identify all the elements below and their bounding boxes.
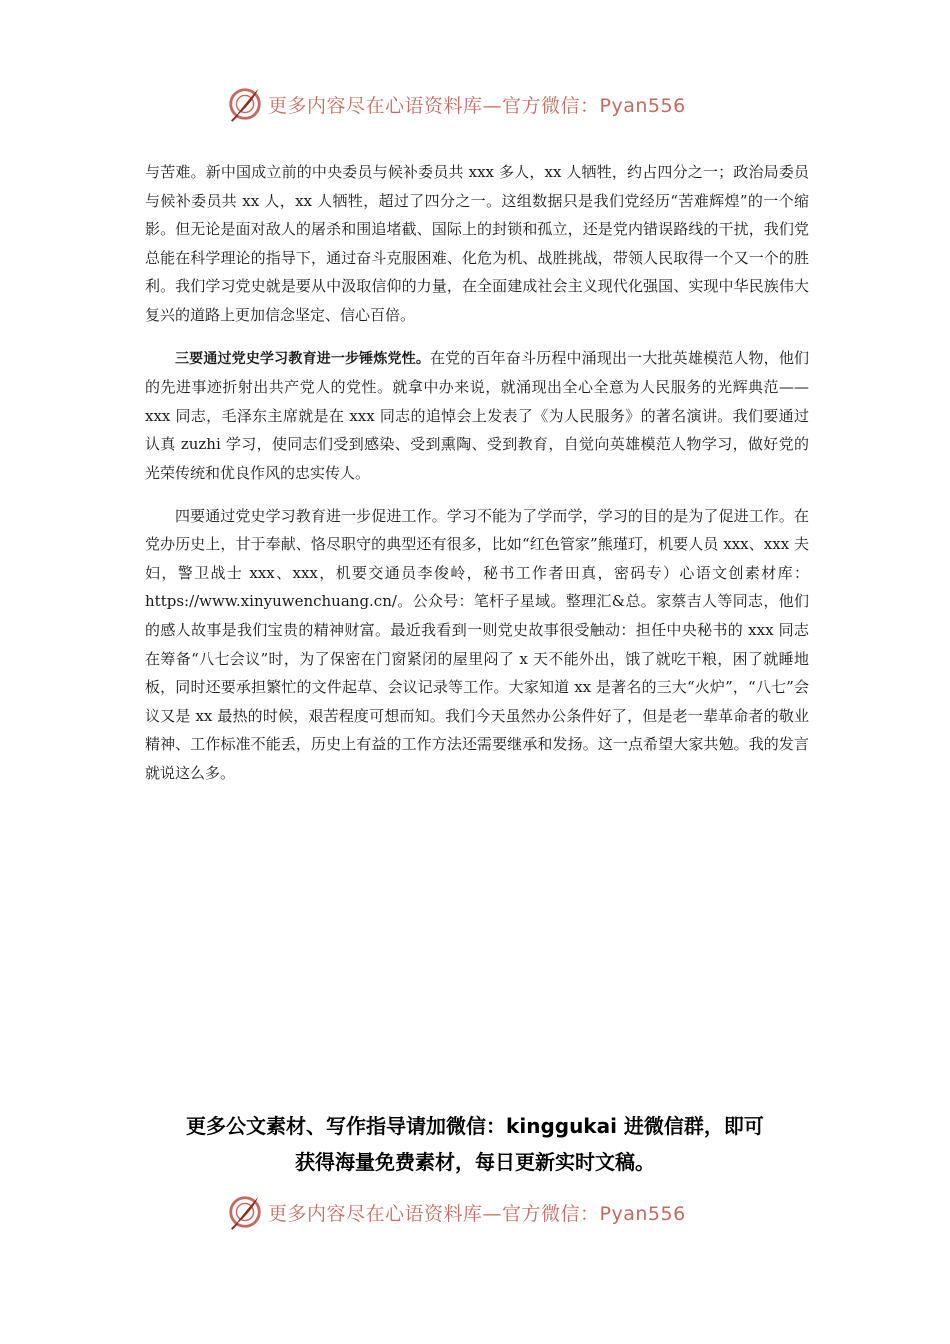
header-watermark xyxy=(226,84,686,124)
promo-line-2: 获得海量免费素材，每日更新实时文稿。 xyxy=(295,1150,655,1174)
promo-block xyxy=(120,1108,830,1180)
promo-line-1: 更多公文素材、写作指导请加微信：kinggukai 进微信群，即可 xyxy=(186,1114,764,1138)
watermark-text: 更多内容尽在心语资料库—官方微信： xyxy=(268,1202,600,1225)
watermark-wechat-id: Pyan556 xyxy=(599,1202,686,1225)
footer-watermark xyxy=(226,1192,686,1232)
quill-logo-icon xyxy=(226,85,264,123)
quill-logo-icon xyxy=(226,1193,264,1231)
paragraph-2 xyxy=(145,344,809,488)
paragraph-2-body: 在党的百年奋斗历程中涌现出一大批英雄模范人物，他们的先进事迹折射出共产党人的党性。就拿中办来说，就涌现出全心全意为人民服务的光辉典范——xxx 同志，毛泽东主席就是在 xxx 同志的追悼会上发表了《为人民服务》的著名演讲。我们要通过认真 zuzhi 学习，使同志们受到感染、受到熏陶、受到教育，自觉向英雄模范人物学习，做好党的光荣传统和优良作风的忠实传人。 xyxy=(145,348,809,482)
document-body xyxy=(145,158,809,801)
paragraph-2-lead: 三要通过党史学习教育进一步锤炼党性。 xyxy=(175,350,430,367)
paragraph-3: 四要通过党史学习教育进一步促进工作。学习不能为了学而学，学习的目的是为了促进工作。在党办历史上，甘于奉献、恪尽职守的典型还有很多，比如“红色管家”熊瑾玎，机要人员 xxx、xxx 夫妇，警卫战士 xxx、xxx，机要交通员李俊岭，秘书工作者田真，密码专）心语文创素材库：https://www.xinyuwenchuang.cn/。公众号：笔杆子星域。整理汇&总。家蔡吉人等同志，他们的感人故事是我们宝贵的精神财富。最近我看到一则党史故事很受触动：担任中央秘书的 xxx 同志在筹备“八七会议”时，为了保密在门窗紧闭的屋里闷了 x 天不能外出，饿了就吃干粮，困了就睡地板，同时还要承担繁忙的文件起草、会议记录等工作。大家知道 xx 是著名的三大“火炉”，“八七”会议又是 xx 最热的时候，艰苦程度可想而知。我们今天虽然办公条件好了，但是老一辈革命者的敬业精神、工作标准不能丢，历史上有益的工作方法还需要继承和发扬。这一点希望大家共勉。我的发言就说这么多。 xyxy=(145,506,809,782)
watermark-wechat-id: Pyan556 xyxy=(599,94,686,117)
watermark-text: 更多内容尽在心语资料库—官方微信： xyxy=(268,94,600,117)
paragraph-1: 与苦难。新中国成立前的中央委员与候补委员共 xxx 多人，xx 人牺牲，约占四分之一；政治局委员与候补委员共 xx 人，xx 人牺牲，超过了四分之一。这组数据只是我们党经历“苦难辉煌”的一个缩影。但无论是面对敌人的屠杀和围追堵截、国际上的封锁和孤立，还是党内错误路线的干扰，我们党总能在科学理论的指导下，通过奋斗克服困难、化危为机、战胜挑战，带领人民取得一个又一个的胜利。我们学习党史就是要从中汲取信仰的力量，在全面建成社会主义现代化强国、实现中华民族伟大复兴的道路上更加信念坚定、信心百倍。 xyxy=(145,163,809,324)
